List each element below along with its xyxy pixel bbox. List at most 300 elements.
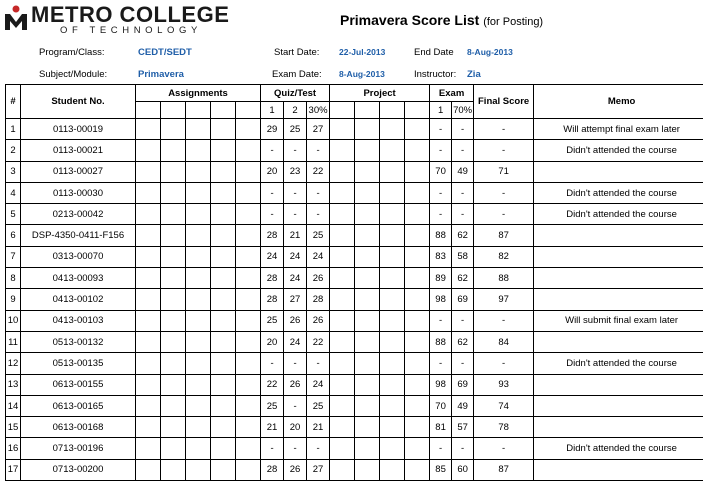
project-cell — [330, 353, 355, 374]
project-cell — [380, 204, 405, 225]
project-cell — [405, 225, 430, 246]
table-row — [6, 161, 703, 182]
table-row — [6, 374, 703, 395]
memo-cell — [534, 246, 703, 267]
assignment-cell — [136, 459, 161, 480]
assignment-cell — [186, 119, 211, 140]
quiz-sub-header: 1 — [261, 102, 284, 119]
exam-cell: 70 — [430, 395, 452, 416]
project-cell — [330, 331, 355, 352]
exam-cell: 98 — [430, 289, 452, 310]
project-cell — [330, 289, 355, 310]
quiz-cell: 25 — [261, 395, 284, 416]
assignment-cell — [186, 204, 211, 225]
title-main: Primavera Score List — [340, 12, 480, 28]
quiz-cell: - — [284, 204, 307, 225]
row-number: 2 — [6, 140, 21, 161]
assignment-cell — [211, 310, 236, 331]
quiz-cell: 24 — [284, 331, 307, 352]
final-score-cell: - — [474, 140, 534, 161]
quiz-cell: - — [307, 140, 330, 161]
student-number-cell: 0413-00093 — [21, 268, 136, 289]
project-cell — [405, 395, 430, 416]
assignment-cell — [236, 119, 261, 140]
project-cell — [330, 459, 355, 480]
assignment-sub-header — [211, 102, 236, 119]
quiz-cell: - — [261, 140, 284, 161]
project-cell — [355, 459, 380, 480]
quiz-cell: 21 — [284, 225, 307, 246]
project-cell — [330, 246, 355, 267]
title-subtitle: (for Posting) — [483, 16, 544, 28]
project-cell — [405, 119, 430, 140]
subject-label: Subject/Module: — [39, 69, 108, 80]
table-row — [6, 204, 703, 225]
exam-cell: - — [430, 310, 452, 331]
student-number-cell: DSP-4350-0411-F156 — [21, 225, 136, 246]
memo-cell: Didn't attended the course — [534, 182, 703, 203]
exam-cell: 69 — [452, 374, 474, 395]
assignment-cell — [236, 204, 261, 225]
assignment-cell — [161, 182, 186, 203]
assignment-cell — [136, 289, 161, 310]
exam-cell: - — [430, 140, 452, 161]
student-number-cell: 0513-00135 — [21, 353, 136, 374]
assignment-cell — [211, 140, 236, 161]
row-number: 9 — [6, 289, 21, 310]
quiz-cell: - — [261, 182, 284, 203]
quiz-cell: 22 — [307, 161, 330, 182]
memo-cell: Will attempt final exam later — [534, 119, 703, 140]
assignment-cell — [161, 119, 186, 140]
row-number: 12 — [6, 353, 21, 374]
logo-line1: METRO COLLEGE — [31, 2, 230, 27]
exam-cell: - — [452, 310, 474, 331]
assignment-cell — [136, 395, 161, 416]
assignment-cell — [161, 161, 186, 182]
instructor-label: Instructor: — [414, 69, 457, 80]
program-value: CEDT/SEDT — [138, 47, 192, 58]
assignment-cell — [186, 289, 211, 310]
assignment-cell — [186, 268, 211, 289]
quiz-cell: 28 — [261, 268, 284, 289]
assignment-cell — [211, 353, 236, 374]
final-score-cell: 71 — [474, 161, 534, 182]
row-number: 17 — [6, 459, 21, 480]
project-cell — [330, 161, 355, 182]
table-row — [6, 289, 703, 310]
assignment-cell — [136, 374, 161, 395]
project-cell — [405, 204, 430, 225]
college-logo — [4, 2, 244, 38]
exam-sub-header: 70% — [452, 102, 474, 119]
quiz-cell: 26 — [307, 268, 330, 289]
quiz-cell: - — [261, 204, 284, 225]
assignment-cell — [236, 182, 261, 203]
table-row — [6, 395, 703, 416]
quiz-cell: 22 — [307, 331, 330, 352]
project-cell — [380, 289, 405, 310]
final-score-cell: 74 — [474, 395, 534, 416]
final-score-cell: - — [474, 119, 534, 140]
project-cell — [405, 268, 430, 289]
memo-cell — [534, 374, 703, 395]
project-cell — [355, 395, 380, 416]
assignment-cell — [186, 182, 211, 203]
quiz-cell: - — [307, 204, 330, 225]
project-cell — [380, 331, 405, 352]
project-cell — [405, 374, 430, 395]
assignment-cell — [136, 225, 161, 246]
student-number-cell: 0113-00030 — [21, 182, 136, 203]
assignment-cell — [136, 310, 161, 331]
assignment-cell — [161, 395, 186, 416]
table-row — [6, 119, 703, 140]
project-cell — [405, 438, 430, 459]
assignment-sub-header — [186, 102, 211, 119]
exam-cell: 49 — [452, 395, 474, 416]
exam-cell: 81 — [430, 417, 452, 438]
assignment-cell — [211, 119, 236, 140]
project-cell — [380, 268, 405, 289]
assignment-cell — [161, 438, 186, 459]
student-number-cell: 0113-00021 — [21, 140, 136, 161]
final-score-cell: 87 — [474, 459, 534, 480]
quiz-cell: 26 — [284, 374, 307, 395]
exam-cell: 58 — [452, 246, 474, 267]
project-cell — [380, 395, 405, 416]
quiz-cell: - — [284, 438, 307, 459]
exam-cell: - — [430, 438, 452, 459]
assignment-cell — [136, 438, 161, 459]
project-cell — [355, 140, 380, 161]
exam-cell: - — [452, 353, 474, 374]
project-sub-header — [330, 102, 355, 119]
row-number: 15 — [6, 417, 21, 438]
row-number: 6 — [6, 225, 21, 246]
row-number: 10 — [6, 310, 21, 331]
quiz-cell: 25 — [261, 310, 284, 331]
project-cell — [355, 331, 380, 352]
student-number-cell: 0513-00132 — [21, 331, 136, 352]
assignment-cell — [236, 225, 261, 246]
memo-cell: Will submit final exam later — [534, 310, 703, 331]
student-number-cell: 0613-00168 — [21, 417, 136, 438]
final-score-cell: - — [474, 204, 534, 225]
assignment-cell — [211, 182, 236, 203]
instructor-value: Zia — [467, 69, 481, 80]
table-row — [6, 331, 703, 352]
assignment-sub-header — [161, 102, 186, 119]
project-cell — [355, 310, 380, 331]
row-number: 4 — [6, 182, 21, 203]
memo-cell — [534, 161, 703, 182]
exam-cell: - — [430, 182, 452, 203]
assignment-cell — [236, 140, 261, 161]
quiz-cell: 21 — [261, 417, 284, 438]
project-cell — [355, 353, 380, 374]
project-cell — [355, 289, 380, 310]
quiz-cell: 28 — [307, 289, 330, 310]
project-cell — [405, 459, 430, 480]
project-cell — [355, 119, 380, 140]
row-number: 11 — [6, 331, 21, 352]
exam-cell: - — [452, 438, 474, 459]
assignment-cell — [236, 353, 261, 374]
exam-cell: 85 — [430, 459, 452, 480]
student-number-cell: 0113-00019 — [21, 119, 136, 140]
assignment-sub-header — [136, 102, 161, 119]
student-number-cell: 0713-00200 — [21, 459, 136, 480]
quiz-cell: - — [284, 353, 307, 374]
quiz-cell: 25 — [307, 225, 330, 246]
final-score-cell: 93 — [474, 374, 534, 395]
quiz-cell: 24 — [307, 374, 330, 395]
assignment-cell — [236, 459, 261, 480]
assignment-cell — [161, 268, 186, 289]
quiz-cell: 22 — [261, 374, 284, 395]
table-row — [6, 417, 703, 438]
quiz-cell: - — [284, 395, 307, 416]
exam-cell: 69 — [452, 289, 474, 310]
assignment-cell — [136, 353, 161, 374]
project-cell — [405, 140, 430, 161]
assignment-cell — [161, 353, 186, 374]
project-cell — [380, 459, 405, 480]
project-cell — [380, 310, 405, 331]
final-score-cell: - — [474, 353, 534, 374]
assignment-cell — [211, 246, 236, 267]
project-cell — [330, 225, 355, 246]
quiz-cell: 27 — [307, 459, 330, 480]
table-row — [6, 353, 703, 374]
quiz-cell: - — [284, 140, 307, 161]
project-cell — [380, 119, 405, 140]
assignment-cell — [211, 289, 236, 310]
exam-cell: - — [452, 182, 474, 203]
assignment-cell — [211, 417, 236, 438]
project-cell — [330, 268, 355, 289]
table-row — [6, 438, 703, 459]
table-row — [6, 246, 703, 267]
project-cell — [380, 417, 405, 438]
project-cell — [330, 182, 355, 203]
start-date-value: 22-Jul-2013 — [339, 47, 386, 57]
final-score-cell: 78 — [474, 417, 534, 438]
memo-cell: Didn't attended the course — [534, 438, 703, 459]
assignment-cell — [211, 268, 236, 289]
quiz-cell: 24 — [307, 246, 330, 267]
project-cell — [355, 438, 380, 459]
assignment-cell — [236, 161, 261, 182]
exam-cell: 70 — [430, 161, 452, 182]
assignment-cell — [186, 310, 211, 331]
project-sub-header — [405, 102, 430, 119]
assignment-cell — [211, 459, 236, 480]
exam-cell: - — [452, 119, 474, 140]
col-header-exam: Exam — [430, 85, 474, 102]
student-number-cell: 0413-00103 — [21, 310, 136, 331]
assignment-cell — [136, 246, 161, 267]
exam-cell: - — [430, 353, 452, 374]
col-header-project: Project — [330, 85, 430, 102]
project-cell — [355, 204, 380, 225]
assignment-cell — [136, 268, 161, 289]
table-row — [6, 268, 703, 289]
final-score-cell: - — [474, 310, 534, 331]
final-score-cell: - — [474, 182, 534, 203]
quiz-cell: 26 — [284, 310, 307, 331]
project-cell — [405, 161, 430, 182]
student-number-cell: 0413-00102 — [21, 289, 136, 310]
quiz-cell: 27 — [307, 119, 330, 140]
assignment-cell — [236, 268, 261, 289]
final-score-cell: 97 — [474, 289, 534, 310]
project-cell — [330, 374, 355, 395]
student-number-cell: 0313-00070 — [21, 246, 136, 267]
project-cell — [405, 289, 430, 310]
assignment-cell — [211, 161, 236, 182]
project-cell — [380, 246, 405, 267]
memo-cell — [534, 459, 703, 480]
assignment-cell — [186, 140, 211, 161]
end-date-value: 8-Aug-2013 — [467, 47, 513, 57]
assignment-cell — [211, 225, 236, 246]
assignment-cell — [186, 331, 211, 352]
quiz-cell: 24 — [284, 246, 307, 267]
assignment-cell — [161, 225, 186, 246]
exam-cell: - — [430, 204, 452, 225]
assignment-cell — [186, 417, 211, 438]
start-date-label: Start Date: — [274, 47, 320, 58]
exam-date-label: Exam Date: — [272, 69, 322, 80]
project-cell — [380, 182, 405, 203]
col-header-assignments: Assignments — [136, 85, 261, 102]
row-number: 14 — [6, 395, 21, 416]
assignment-cell — [236, 331, 261, 352]
quiz-cell: - — [284, 182, 307, 203]
row-number: 7 — [6, 246, 21, 267]
project-cell — [405, 246, 430, 267]
table-row — [6, 140, 703, 161]
assignment-cell — [211, 331, 236, 352]
project-cell — [380, 374, 405, 395]
student-number-cell: 0613-00165 — [21, 395, 136, 416]
quiz-cell: - — [261, 438, 284, 459]
quiz-cell: 25 — [307, 395, 330, 416]
assignment-cell — [136, 204, 161, 225]
project-cell — [405, 310, 430, 331]
project-cell — [355, 246, 380, 267]
project-cell — [380, 438, 405, 459]
quiz-cell: 28 — [261, 289, 284, 310]
assignment-cell — [186, 353, 211, 374]
assignment-cell — [236, 374, 261, 395]
memo-cell — [534, 417, 703, 438]
assignment-cell — [136, 140, 161, 161]
exam-cell: 60 — [452, 459, 474, 480]
exam-cell: 49 — [452, 161, 474, 182]
exam-cell: 62 — [452, 268, 474, 289]
project-cell — [380, 225, 405, 246]
student-number-cell: 0213-00042 — [21, 204, 136, 225]
quiz-cell: 26 — [284, 459, 307, 480]
project-cell — [355, 268, 380, 289]
end-date-label: End Date — [414, 47, 454, 58]
project-cell — [355, 417, 380, 438]
project-cell — [330, 417, 355, 438]
assignment-cell — [236, 395, 261, 416]
project-cell — [380, 161, 405, 182]
memo-cell — [534, 225, 703, 246]
table-row — [6, 225, 703, 246]
assignment-cell — [236, 246, 261, 267]
memo-cell — [534, 268, 703, 289]
assignment-cell — [161, 331, 186, 352]
assignment-cell — [186, 459, 211, 480]
exam-cell: - — [452, 140, 474, 161]
final-score-cell: - — [474, 438, 534, 459]
quiz-cell: 29 — [261, 119, 284, 140]
assignment-cell — [136, 119, 161, 140]
table-row — [6, 182, 703, 203]
quiz-cell: - — [261, 353, 284, 374]
quiz-cell: 25 — [284, 119, 307, 140]
col-header-final: Final Score — [474, 85, 534, 119]
table-row — [6, 459, 703, 480]
table-row — [6, 310, 703, 331]
assignment-cell — [236, 310, 261, 331]
project-cell — [330, 438, 355, 459]
assignment-cell — [161, 140, 186, 161]
project-cell — [355, 225, 380, 246]
assignment-cell — [211, 204, 236, 225]
row-number: 16 — [6, 438, 21, 459]
project-cell — [330, 310, 355, 331]
assignment-cell — [161, 459, 186, 480]
quiz-cell: 28 — [261, 459, 284, 480]
assignment-cell — [136, 331, 161, 352]
col-header-quiz: Quiz/Test — [261, 85, 330, 102]
assignment-cell — [211, 395, 236, 416]
quiz-cell: 27 — [284, 289, 307, 310]
quiz-cell: 23 — [284, 161, 307, 182]
quiz-cell: 28 — [261, 225, 284, 246]
quiz-cell: 24 — [284, 268, 307, 289]
quiz-sub-header: 30% — [307, 102, 330, 119]
assignment-cell — [161, 310, 186, 331]
col-header-memo: Memo — [534, 85, 703, 119]
exam-date-value: 8-Aug-2013 — [339, 69, 385, 79]
assignment-cell — [161, 246, 186, 267]
row-number: 8 — [6, 268, 21, 289]
final-score-cell: 87 — [474, 225, 534, 246]
quiz-cell: - — [307, 353, 330, 374]
final-score-cell: 88 — [474, 268, 534, 289]
memo-cell: Didn't attended the course — [534, 204, 703, 225]
subject-value: Primavera — [138, 69, 184, 80]
quiz-cell: 20 — [284, 417, 307, 438]
quiz-cell: 24 — [261, 246, 284, 267]
assignment-cell — [161, 417, 186, 438]
student-number-cell: 0713-00196 — [21, 438, 136, 459]
project-cell — [330, 140, 355, 161]
exam-cell: 88 — [430, 331, 452, 352]
exam-cell: 88 — [430, 225, 452, 246]
final-score-cell: 82 — [474, 246, 534, 267]
quiz-cell: - — [307, 438, 330, 459]
assignment-cell — [136, 417, 161, 438]
